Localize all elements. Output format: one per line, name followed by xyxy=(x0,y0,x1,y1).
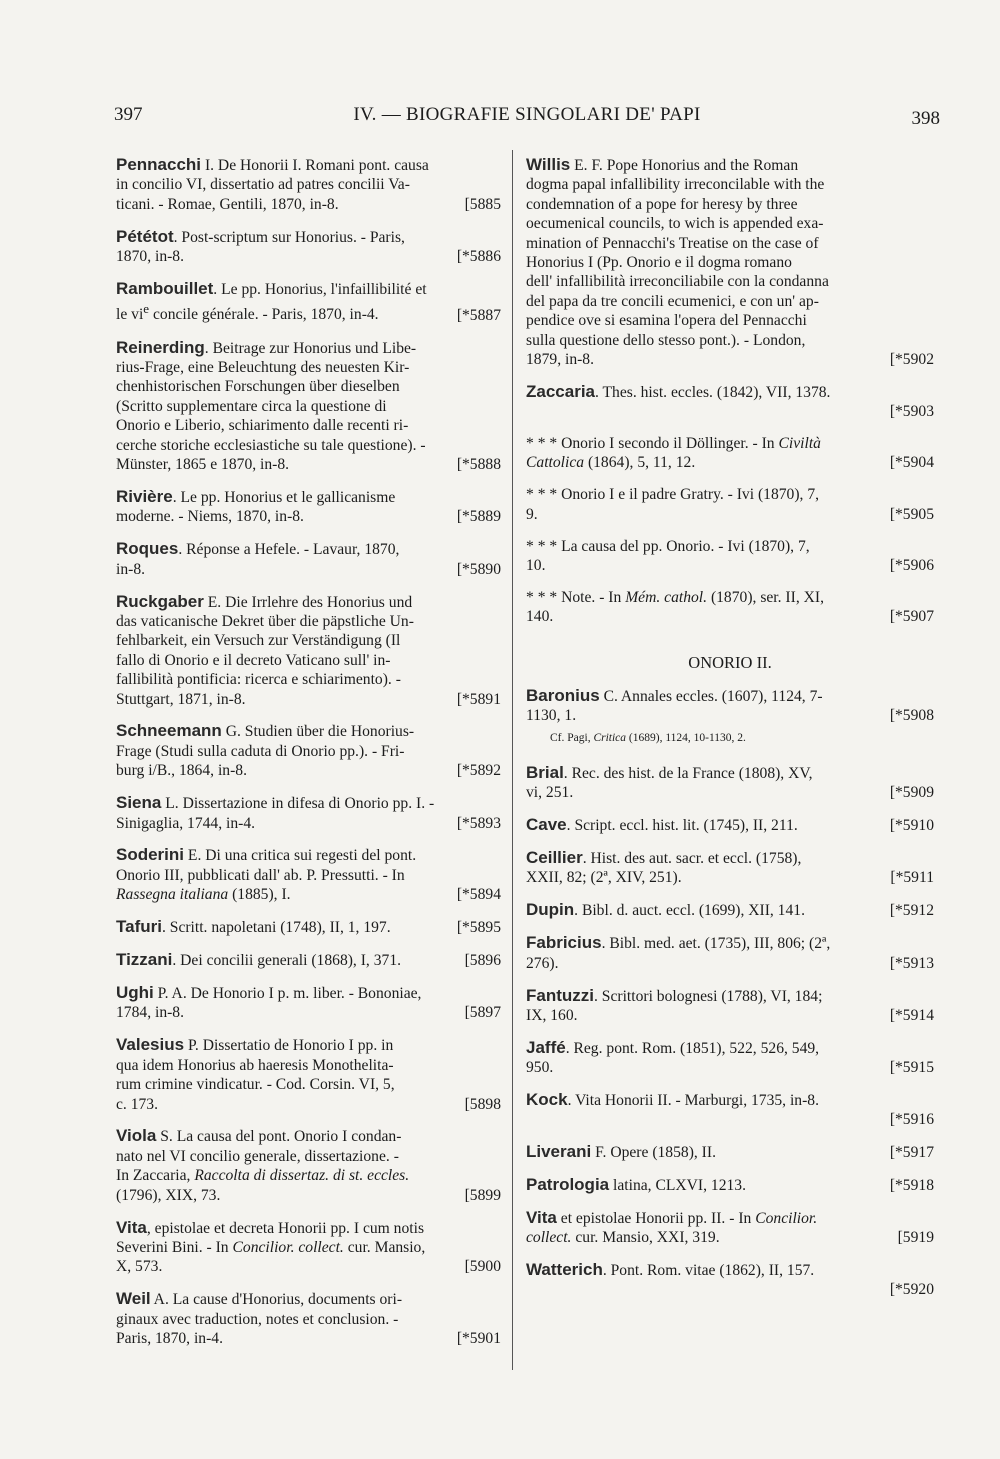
bib-entry: Weil A. La cause d'Honorius, documents ori- ginaux avec traduction, notes et conclusion. - Paris, 1870, in-4. [*5901 xyxy=(116,1289,501,1348)
entry-author: Kock xyxy=(526,1090,568,1110)
entry-number: [*5902 xyxy=(889,351,934,369)
entry-author: Siena xyxy=(116,793,162,813)
entry-number: [5899 xyxy=(464,1186,501,1204)
entry-author: Patrologia xyxy=(526,1174,610,1194)
column-divider xyxy=(512,150,513,1370)
entry-number: [*5920 xyxy=(889,1281,934,1299)
entry-number: [*5912 xyxy=(889,902,934,920)
bib-entry: Cave. Script. eccl. hist. lit. (1745), II, 211. [*5910 xyxy=(526,815,934,835)
entry-author: Zaccaria xyxy=(526,381,595,401)
entry-note: Cf. Pagi, Critica (1689), 1124, 10-1130, 2. xyxy=(550,732,746,745)
bib-entry: * * * Note. - In Mém. cathol. (1870), ser. II, XI, 140. [*5907 xyxy=(526,588,934,626)
entry-author: Willis xyxy=(526,155,571,174)
bib-entry: Fantuzzi. Scrittori bolognesi (1788), VI, 184; IX, 160. [*5914 xyxy=(526,985,934,1024)
entry-author: Viola xyxy=(116,1126,157,1146)
entry-author: Baronius xyxy=(526,686,600,706)
bib-entry: Rivière. Le pp. Honorius et le gallicanisme moderne. - Niems, 1870, in-8. [*5889 xyxy=(116,486,501,526)
entry-number: [*5917 xyxy=(889,1144,934,1162)
anonymous-marker: * * * xyxy=(526,537,558,555)
entry-author: Watterich xyxy=(526,1260,603,1280)
bib-entry: Ughi P. A. De Honorio I p. m. liber. - Bononiae, 1784, in-8. [5897 xyxy=(116,983,501,1022)
bib-entry: Fabricius. Bibl. med. aet. (1735), III, 806; (2ª, 276). [*5913 xyxy=(526,933,934,972)
bib-entry: Zaccaria. Thes. hist. eccles. (1842), VII, 1378. [*5903 xyxy=(526,381,934,420)
bib-entry: Jaffé. Reg. pont. Rom. (1851), 522, 526, 549, 950. [*5915 xyxy=(526,1037,934,1077)
entry-number: [*5893 xyxy=(456,814,501,832)
entry-author: Pennacchi xyxy=(116,155,202,174)
entry-number: [*5891 xyxy=(456,690,501,708)
bib-entry: Roques. Réponse a Hefele. - Lavaur, 1870, in-8. [*5890 xyxy=(116,539,501,578)
entry-author: Fabricius xyxy=(526,933,602,953)
bib-entry: Watterich. Pont. Rom. vitae (1862), II, 157. [*5920 xyxy=(526,1260,934,1299)
bib-entry: Schneemann G. Studien über die Honorius- Frage (Studi sulla caduta di Onorio pp.). - Fri- burg i/B., 1864, in-8. [*5892 xyxy=(116,721,501,780)
bib-entry: Viola S. La causa del pont. Onorio I condan- nato nel VI concilio generale, dissertazione. - In Zaccaria, Raccolta di dissertaz. di st. eccles. (1796), XIX, 73. [5899 xyxy=(116,1126,501,1204)
page-number-right: 398 xyxy=(911,108,940,129)
bib-entry: Pététot. Post-scriptum sur Honorius. - Paris, 1870, in-8. [*5886 xyxy=(116,226,501,266)
entry-author: Cave xyxy=(526,815,567,835)
page-header xyxy=(114,104,940,134)
bib-entry: * * * Onorio I e il padre Gratry. - Ivi (1870), 7, 9. [*5905 xyxy=(526,486,934,523)
entry-author: Vita xyxy=(116,1217,147,1237)
entry-number: [*5905 xyxy=(889,505,934,523)
entry-number: [*5895 xyxy=(456,919,501,937)
entry-number: [*5889 xyxy=(456,508,501,526)
entry-author: Roques xyxy=(116,539,179,559)
entry-number: [*5892 xyxy=(456,762,501,780)
bib-entry: Dupin. Bibl. d. auct. eccl. (1699), XII, 141. [*5912 xyxy=(526,900,934,920)
bib-entry: Soderini E. Di una critica sui regesti del pont. Onorio III, pubblicati dall' ab. P. Pressutti. - In Rassegna italiana (1885), I. [*5894 xyxy=(116,845,501,904)
entry-number: [5919 xyxy=(897,1229,934,1247)
entry-author: Rivière xyxy=(116,486,173,506)
entry-author: Tafuri xyxy=(116,917,162,937)
page-number-left: 397 xyxy=(114,104,143,125)
entry-author: Brial xyxy=(526,762,564,782)
entry-number: [5897 xyxy=(464,1004,501,1022)
entry-number: [*5909 xyxy=(889,784,934,802)
bib-entry: Patrologia latina, CLXVI, 1213. [*5918 xyxy=(526,1174,934,1194)
bib-entry: Siena L. Dissertazione in difesa di Onorio pp. I. - Sinigaglia, 1744, in-4. [*5893 xyxy=(116,793,501,832)
entry-author: Vita xyxy=(526,1207,557,1227)
entry-author: Dupin xyxy=(526,900,575,920)
entry-author: Pététot xyxy=(116,226,174,246)
entry-author: Ughi xyxy=(116,983,154,1002)
section-heading: ONORIO II. xyxy=(688,652,772,672)
bib-entry: Liverani F. Opere (1858), II. [*5917 xyxy=(526,1142,934,1162)
entry-number: [*5915 xyxy=(889,1059,934,1077)
bib-entry: Valesius P. Dissertatio de Honorio I pp. in qua idem Honorius ab haeresis Monothelita- rum crimine vindicatur. - Cod. Corsin. VI, 5, c. 173. [5898 xyxy=(116,1035,501,1113)
entry-author: Weil xyxy=(116,1289,151,1309)
entry-number: [5900 xyxy=(464,1258,501,1276)
bib-entry: Pennacchi I. De Honorii I. Romani pont. causa in concilio VI, dissertatio ad patres concilii Va- ticani. - Romae, Gentili, 1870, in-8. [5885 xyxy=(116,155,501,213)
bib-entry: Willis E. F. Pope Honorius and the Roman dogma papal infallibility irreconcilable with the condemnation of a pope for heresy by three oecumenical councils, to wich is appended exa- mination of Pennacchi's Treatise on the case of Honorius I (Pp. Onorio e il dogma romano dell' infallibilità irreconciliabile con la condanna del papa da tre concili ecumenici, e con un' ap- pendice ove si esamina l'opera del Pennacchi sulla questione dello stesso pont.). - London, 1879, in-8. [*5902 xyxy=(526,155,934,369)
entry-author: Valesius xyxy=(116,1035,185,1055)
entry-author: Ceillier xyxy=(526,847,583,867)
entry-number: [*5901 xyxy=(456,1330,501,1348)
entry-number: [5885 xyxy=(464,195,501,213)
bib-entry: Kock. Vita Honorii II. - Marburgi, 1735, in-8. [*5916 xyxy=(526,1090,934,1129)
bib-entry: * * * Onorio I secondo il Döllinger. - In Civiltà Cattolica (1864), 5, 11, 12. [*5904 xyxy=(526,434,934,472)
entry-author: Ruckgaber xyxy=(116,591,204,611)
entry-number: [*5906 xyxy=(889,556,934,574)
entry-number: [*5908 xyxy=(889,707,934,725)
entry-number: [*5913 xyxy=(889,954,934,972)
bib-entry: * * * La causa del pp. Onorio. - Ivi (1870), 7, 10. [*5906 xyxy=(526,537,934,574)
entry-number: [*5904 xyxy=(889,454,934,472)
entry-author: Reinerding xyxy=(116,337,205,357)
bib-entry: Brial. Rec. des hist. de la France (1808), XV, vi, 251. [*5909 xyxy=(526,762,934,802)
entry-author: Liverani xyxy=(526,1142,592,1162)
entry-author: Soderini xyxy=(116,845,185,865)
entry-number: [*5894 xyxy=(456,886,501,904)
bib-entry: Reinerding. Beitrage zur Honorius und Libe- rius-Frage, eine Beleuchtung des neuesten Kir- chenhistorischen Forschungen über dieselben (Scritto supplementare circa la questione di Onorio e Liberio, schiarimento dalle recenti ri- cerche storiche ecclesiastiche su tale questione). - Münster, 1865 e 1870, in-8. [*5888 xyxy=(116,337,501,473)
entry-author: Schneemann xyxy=(116,721,222,741)
page-title: IV. — BIOGRAFIE SINGOLARI DE' PAPI xyxy=(353,104,701,125)
bib-entry: Vita, epistolae et decreta Honorii pp. I cum notis Severini Bini. - In Concilior. collect. cur. Mansio, X, 573. [5900 xyxy=(116,1217,501,1276)
anonymous-marker: * * * xyxy=(526,486,558,504)
entry-number: [*5887 xyxy=(456,306,501,324)
entry-number: [*5903 xyxy=(889,402,934,420)
bib-entry: Rambouillet. Le pp. Honorius, l'infaillibilité et le $vi^e$ concile générale. - Paris, 1870, in-4. [*5887 xyxy=(116,279,501,324)
bib-entry: Tizzani. Dei concilii generali (1868), I, 371. [5896 xyxy=(116,950,501,970)
entry-number: [*5918 xyxy=(889,1176,934,1194)
entry-author: Rambouillet xyxy=(116,279,214,299)
left-column xyxy=(116,155,501,1361)
entry-number: [*5911 xyxy=(890,869,934,887)
entry-number: [*5914 xyxy=(889,1006,934,1024)
anonymous-marker: * * * xyxy=(526,434,558,452)
entry-number: [*5886 xyxy=(456,248,501,266)
bib-entry: Baronius C. Annales eccles. (1607), 1124, 7- 1130, 1. [*5908 xyxy=(526,686,934,725)
bib-entry: Ruckgaber E. Die Irrlehre des Honorius und das vaticanische Dekret über die päpstliche Un- fehlbarkeit, ein Versuch zur Verständigung (Il fallo di Onorio e il decreto Vaticano sull' in- fallibilità pontificia: ricerca e schiarimento). - Stuttgart, 1871, in-8. [*5891 xyxy=(116,591,501,708)
entry-number: [*5916 xyxy=(889,1111,934,1129)
bib-entry: Ceillier. Hist. des aut. sacr. et eccl. (1758), XXII, 82; (2ª, XIV, 251). [*5911 xyxy=(526,847,934,887)
entry-number: [*5907 xyxy=(889,608,934,626)
entry-number: [5898 xyxy=(464,1095,501,1113)
entry-number: [*5888 xyxy=(456,455,501,473)
right-column xyxy=(526,155,934,1312)
entry-author: Jaffé xyxy=(526,1037,566,1057)
entry-author: Tizzani xyxy=(116,950,173,970)
entry-author: Fantuzzi xyxy=(526,985,594,1005)
bib-entry: Vita et epistolae Honorii pp. II. - In Concilior. collect. cur. Mansio, XXI, 319. [5919 xyxy=(526,1207,934,1247)
bib-entry: Tafuri. Scritt. napoletani (1748), II, 1, 197. [*5895 xyxy=(116,917,501,937)
entry-number: [*5910 xyxy=(889,817,934,835)
anonymous-marker: * * * xyxy=(526,588,558,606)
entry-number: [*5890 xyxy=(456,560,501,578)
entry-number: [5896 xyxy=(464,952,501,970)
